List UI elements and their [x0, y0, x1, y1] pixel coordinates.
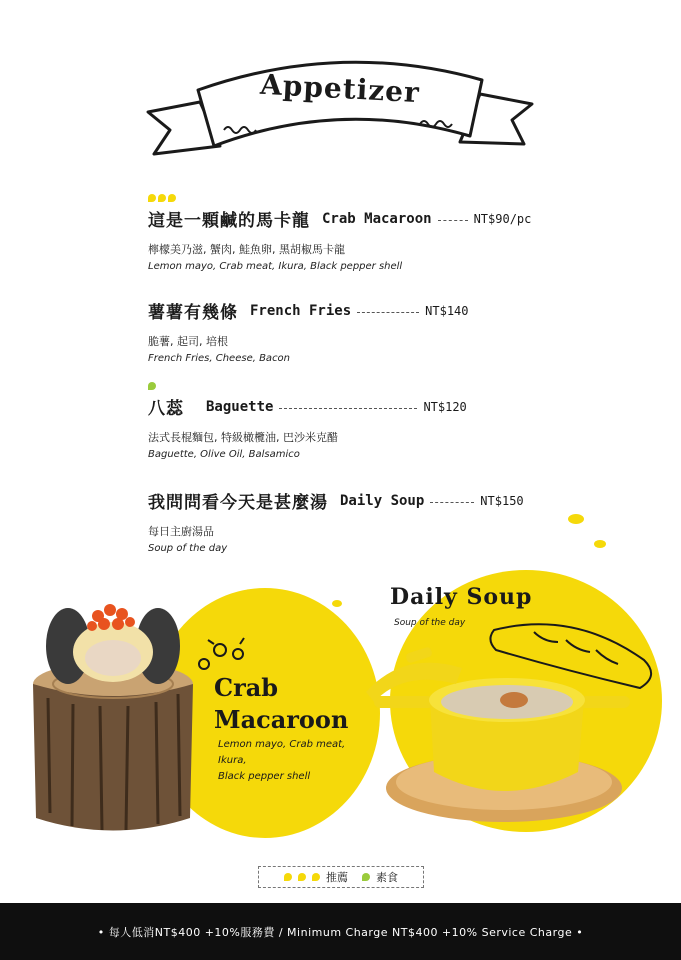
item-name-zh: 這是一顆鹹的馬卡龍 [148, 211, 310, 231]
item-desc-zh: 檸檬美乃滋, 蟹肉, 鮭魚卵, 黑胡椒馬卡龍 [148, 243, 345, 256]
item-price: NT$140 [425, 303, 469, 318]
price-leader [279, 408, 417, 409]
crab-macaroon-photo [28, 598, 198, 838]
item-name-en: Baguette [206, 398, 274, 415]
menu-item [148, 382, 568, 460]
footer-charge-text: • 每人低消NT$400 +10%服務費 / Minimum Charge NT$400 +10% Service Charge • [97, 925, 584, 939]
item-desc-en: Soup of the day [148, 543, 228, 554]
item-desc-en: French Fries, Cheese, Bacon [148, 353, 291, 364]
page-title: Appetizer [259, 67, 421, 110]
item-name-en: Daily Soup [340, 492, 425, 509]
item-desc-zh: 法式長棍麵包, 特級橄欖油, 巴沙米克醋 [148, 431, 338, 444]
item-name-zh: 薯薯有幾條 [148, 303, 238, 323]
menu-item [148, 488, 568, 554]
recommended-marker [148, 194, 568, 202]
item-desc-en: Lemon mayo, Crab meat, Ikura, Black pepper shell [148, 261, 403, 272]
item-name-zh: 我問問看今天是甚麼湯 [148, 493, 328, 513]
item-name-zh: 八蕊 [148, 399, 184, 419]
item-price: NT$150 [480, 493, 524, 508]
item-name-en: French Fries [250, 302, 352, 319]
vegetarian-icon [362, 873, 370, 881]
soup-feature-title: Daily Soup [390, 584, 533, 610]
soup-feature-subtitle: Soup of the day [394, 618, 466, 628]
item-price: NT$120 [423, 399, 467, 414]
item-name-en: Crab Macaroon [322, 210, 432, 227]
vegetarian-marker [148, 382, 568, 390]
crab-feature-title: Crab Macaroon [214, 673, 349, 734]
paint-splash [568, 514, 584, 524]
item-desc-zh: 每日主廚湯品 [148, 525, 214, 538]
recommended-icon [298, 873, 306, 881]
item-price: NT$90/pc [473, 211, 532, 226]
title-banner [140, 50, 540, 170]
recommended-icon [284, 873, 292, 881]
price-leader [430, 502, 474, 503]
item-desc-zh: 脆薯, 起司, 培根 [148, 335, 228, 348]
legend-vegetarian-label: 素食 [376, 871, 398, 884]
menu-item [148, 194, 568, 272]
legend-recommended-label: 推薦 [326, 871, 348, 884]
price-leader [357, 312, 419, 313]
menu-item [148, 298, 568, 364]
bubble-doodle [194, 636, 254, 676]
recommended-icon [312, 873, 320, 881]
item-desc-en: Baguette, Olive Oil, Balsamico [148, 449, 300, 460]
paint-splash [332, 600, 342, 607]
paint-splash [594, 540, 606, 548]
price-leader [438, 220, 468, 221]
footer-bar [0, 903, 681, 960]
legend [258, 866, 424, 888]
crab-feature-desc: Lemon mayo, Crab meat, Ikura, Black pepper shell [218, 739, 346, 782]
daily-soup-photo [364, 640, 634, 830]
